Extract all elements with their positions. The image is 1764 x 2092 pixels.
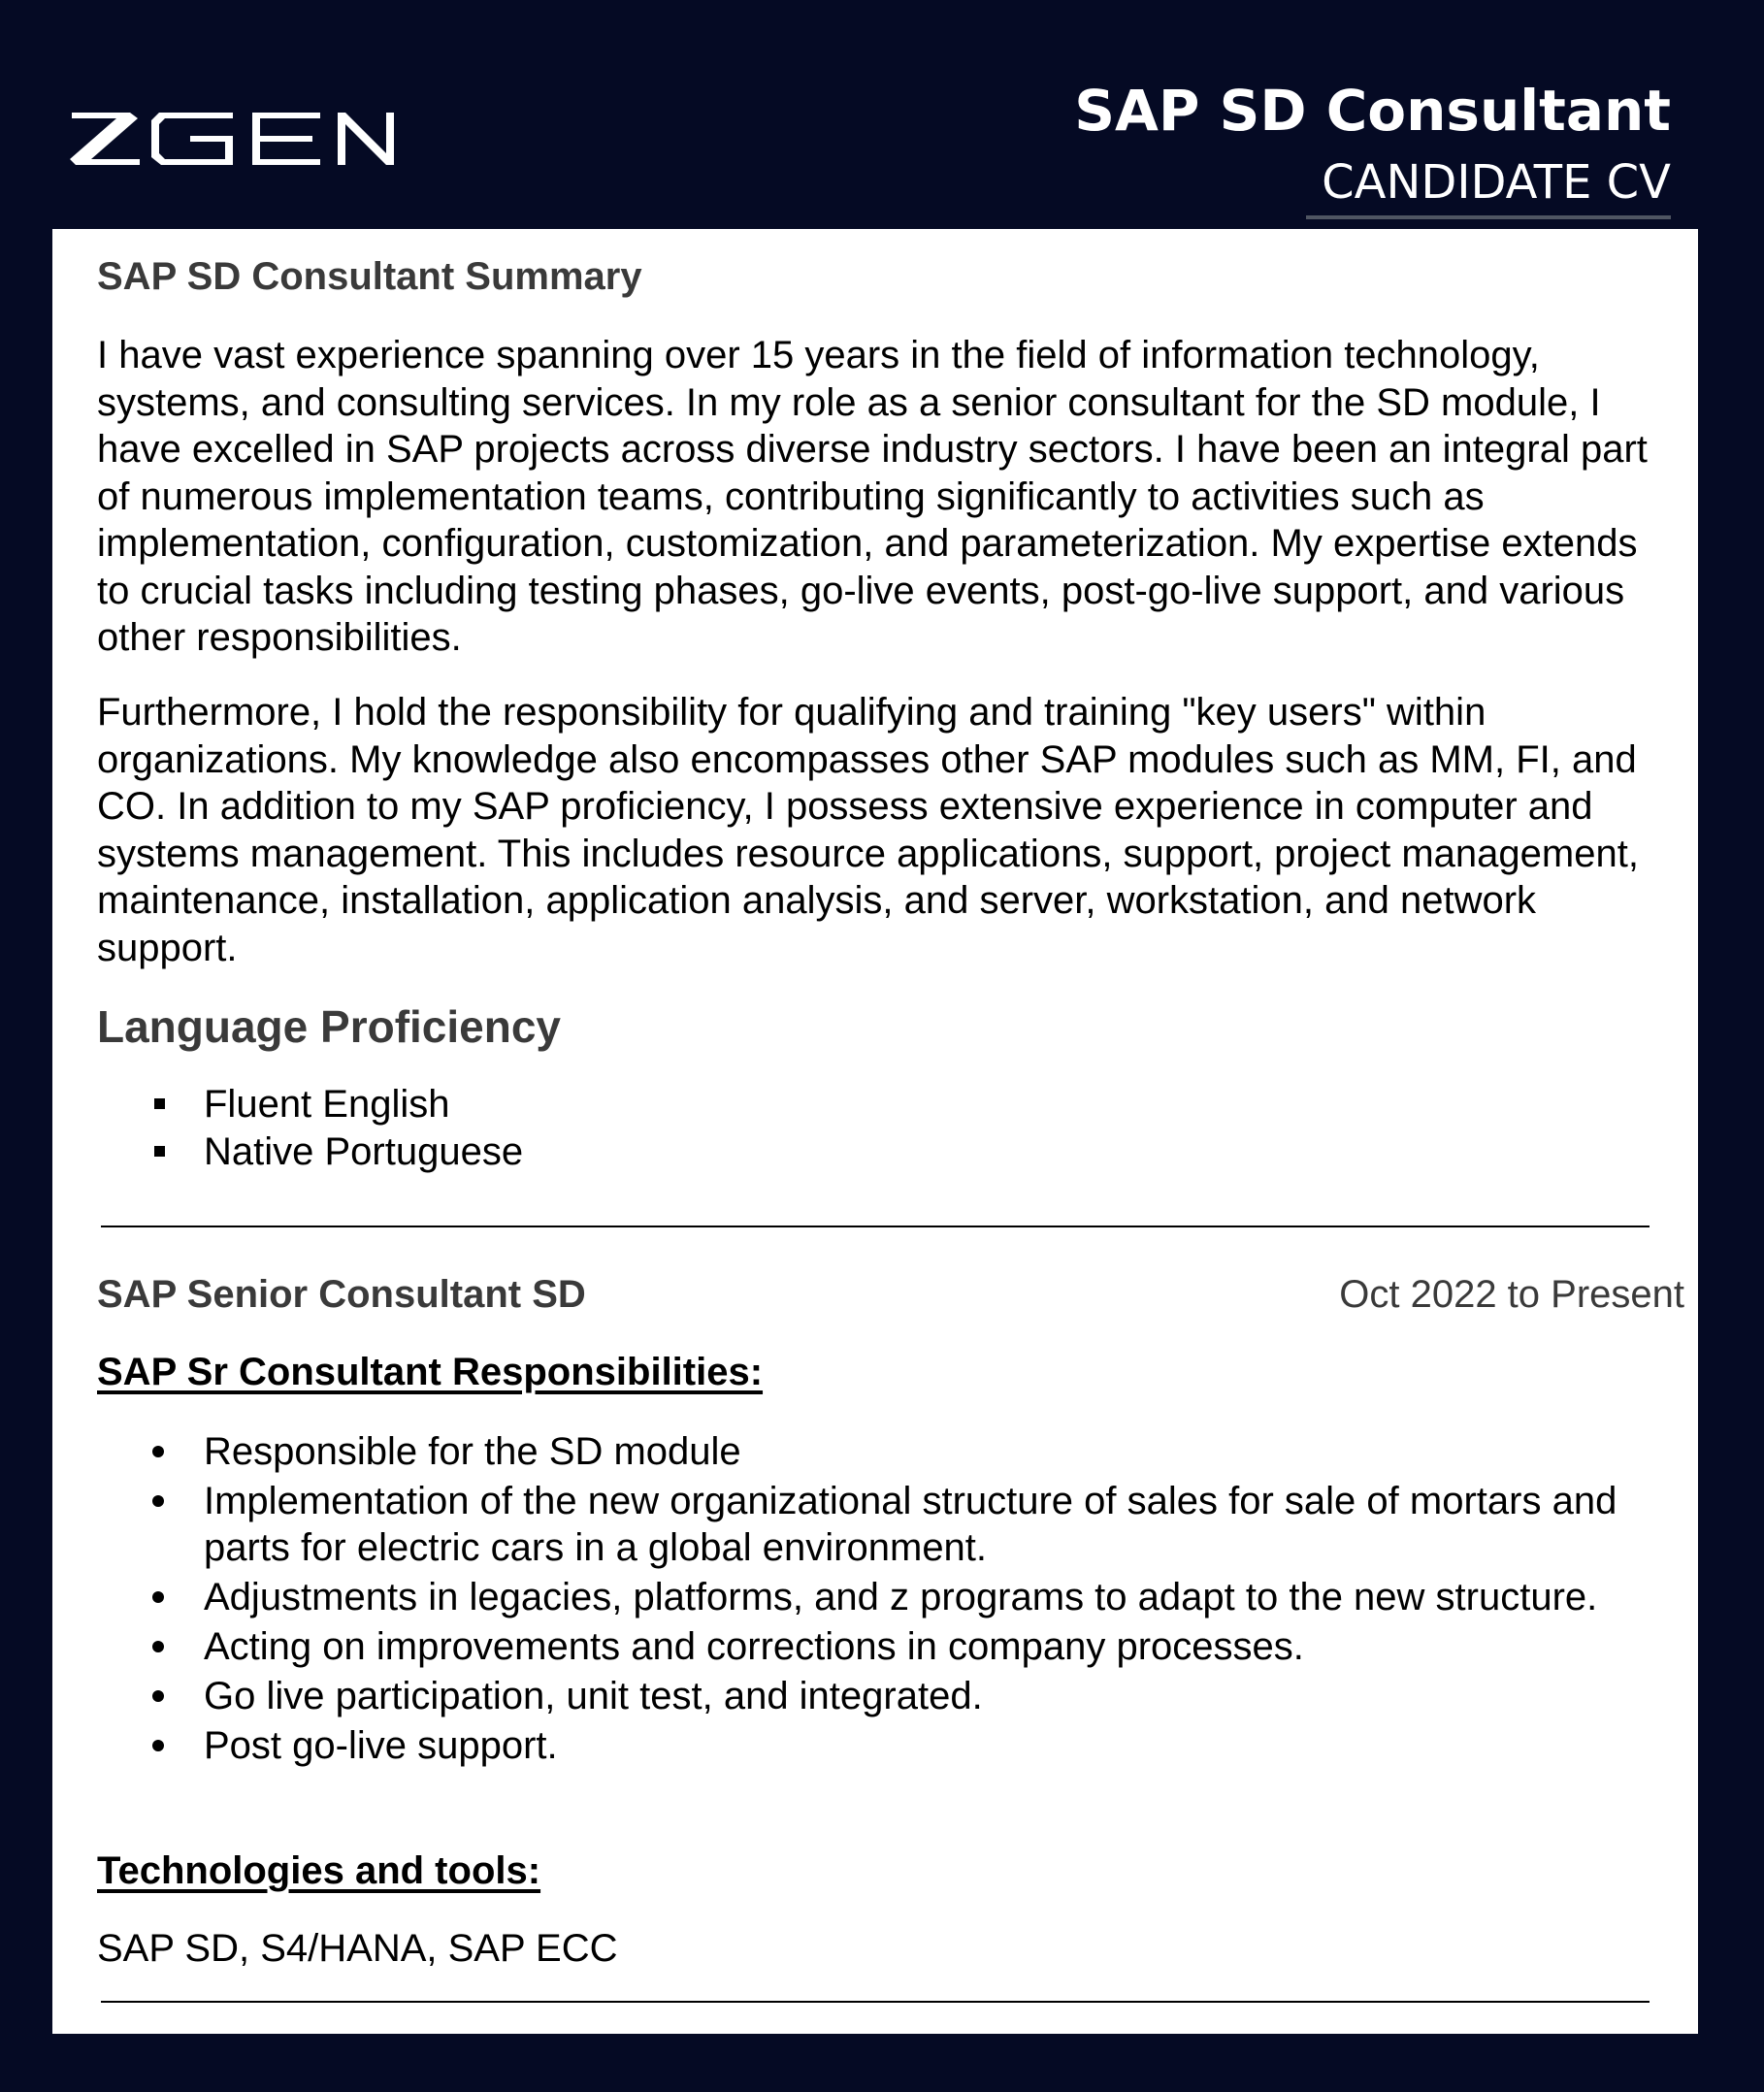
responsibility-item [97, 1722, 1679, 1769]
disc-bullet-icon [152, 1446, 164, 1457]
disc-bullet-icon [152, 1740, 164, 1751]
language-heading: Language Proficiency [97, 1001, 562, 1052]
square-bullet-icon [154, 1098, 165, 1109]
disc-bullet-icon [152, 1690, 164, 1702]
section-divider [101, 1226, 1650, 1227]
responsibility-text: Go live participation, unit test, and integrated. [204, 1675, 983, 1717]
responsibility-item [97, 1574, 1679, 1620]
tech-heading: Technologies and tools: [97, 1849, 541, 1892]
tech-list: SAP SD, S4/HANA, SAP ECC [97, 1927, 618, 1970]
role-title: SAP Senior Consultant SD [97, 1273, 586, 1316]
responsibility-item [97, 1478, 1679, 1571]
language-list [97, 1081, 523, 1176]
summary-paragraph-1: I have vast experience spanning over 15 years in the field of information technology, systems, and consulting services. In my role as a senior consultant for the SD module, I have excelled in SAP projects across diverse industry sectors. I have been an integral part of numerous implementation teams, contributing significantly to activities such as implementation, configuration, customization, and parameterization. My expertise extends to crucial tasks including testing phases, go-live events, post-go-live support, and various other responsibilities. [97, 334, 1648, 659]
cv-page [52, 229, 1698, 2034]
zgen-logo [70, 109, 396, 169]
responsibilities-heading: SAP Sr Consultant Responsibilities: [97, 1351, 764, 1393]
responsibility-text: Acting on improvements and corrections in company processes. [204, 1625, 1304, 1668]
responsibility-text: Implementation of the new organizational structure of sales for sale of mortars and parts for electric cars in a global environment. [204, 1480, 1617, 1569]
document-title: SAP SD Consultant [1074, 78, 1671, 144]
responsibilities-list [97, 1428, 1679, 1772]
summary-paragraph-2: Furthermore, I hold the responsibility for qualifying and training "key users" within organizations. My knowledge also encompasses other SAP modules such as MM, FI, and CO. In addition to my SAP proficiency, I possess extensive experience in computer and systems management. This includes resource applications, support, project management, maintenance, installation, application analysis, and server, workstation, and network support. [97, 691, 1639, 969]
responsibility-item [97, 1428, 1679, 1475]
subtitle-underline [1306, 215, 1671, 219]
document-subtitle: CANDIDATE CV [1322, 155, 1671, 210]
language-item-text: Fluent English [204, 1083, 450, 1126]
responsibility-text: Adjustments in legacies, platforms, and z programs to adapt to the new structure. [204, 1576, 1598, 1618]
responsibility-item [97, 1623, 1679, 1670]
bottom-divider [101, 2001, 1650, 2003]
role-dates: Oct 2022 to Present [1339, 1273, 1684, 1316]
responsibility-text: Post go-live support. [204, 1724, 558, 1767]
disc-bullet-icon [152, 1495, 164, 1507]
language-item [97, 1128, 523, 1176]
language-item [97, 1081, 523, 1128]
summary-heading: SAP SD Consultant Summary [97, 255, 642, 298]
square-bullet-icon [154, 1146, 165, 1157]
disc-bullet-icon [152, 1641, 164, 1652]
responsibility-text: Responsible for the SD module [204, 1430, 741, 1473]
disc-bullet-icon [152, 1591, 164, 1603]
page-header [0, 0, 1764, 229]
language-item-text: Native Portuguese [204, 1130, 524, 1173]
responsibility-item [97, 1673, 1679, 1719]
